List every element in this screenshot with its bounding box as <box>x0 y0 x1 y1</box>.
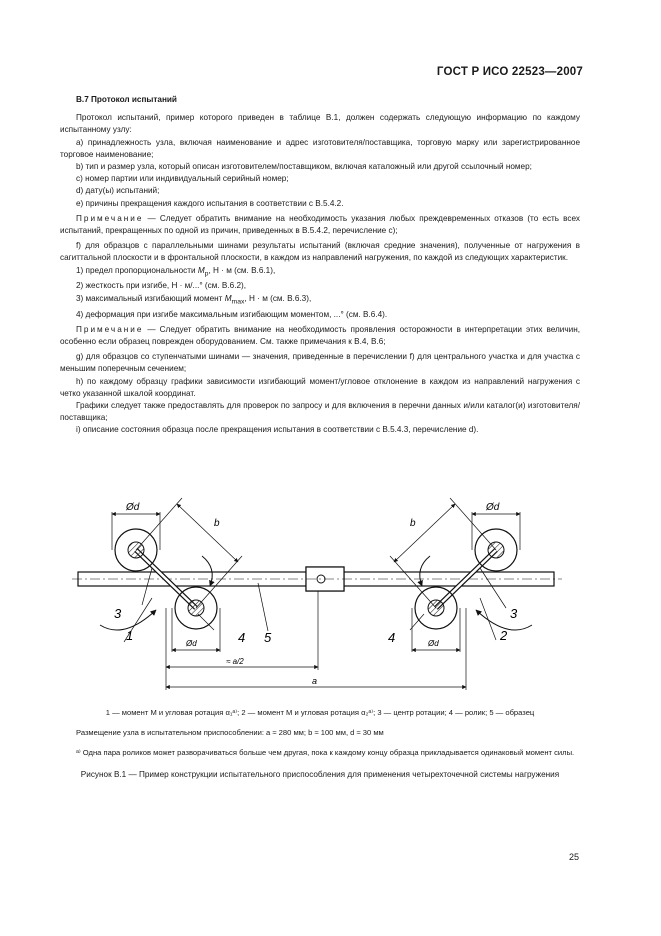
item-f2: 2) жесткость при изгибе, Н · м/...° (см. В.6.2), <box>76 281 247 291</box>
note-1-label: Примечание <box>76 213 144 223</box>
item-b: b) тип и размер узла, который описан изготовителем/поставщиком, включая каталожный или другой ссылочный номер; <box>76 162 532 172</box>
test-fixture-diagram <box>72 490 572 700</box>
section-title: В.7 Протокол испытаний <box>76 95 177 104</box>
figure-legend: 1 — момент M и угловая ротация α₁ᵃ⁾; 2 — момент M и угловая ротация α₂ᵃ⁾; 3 — центр ротации; 4 — ролик; 5 — образец <box>105 708 535 717</box>
note-2-label: Примечание <box>76 324 144 334</box>
label-d-lower-right: Ød <box>428 639 439 648</box>
item-f1-symbol: M <box>197 265 205 275</box>
note-1 <box>60 213 580 237</box>
note-2 <box>60 324 580 348</box>
item-a: а) принадлежность узла, включая наименование и адрес изготовителя/поставщика, торговую марку или зарегистрированное торговое наименование; <box>60 137 580 159</box>
item-f3-text: 3) максимальный изгибающий момент <box>76 293 225 303</box>
item-f1-unit: , Н · м (см. В.6.1), <box>208 265 276 275</box>
label-4-left: 4 <box>238 630 246 645</box>
item-f: f) для образцов с параллельными шинами результаты испытаний (включая средние значения), полученные от нагружения в сагиттальной плоскости и в фронтальной плоскости, в каждом из направлений нагружения, по каждой из следующих характеристик. <box>60 241 580 263</box>
label-b-right: b <box>410 518 416 529</box>
item-f1-subscript: p <box>204 270 209 278</box>
label-3-right: 3 <box>510 606 518 621</box>
paragraph-intro: Протокол испытаний, пример которого приведен в таблице В.1, должен содержать следующую информацию по каждому испытанному узлу: <box>60 113 580 135</box>
item-f1 <box>60 265 580 281</box>
figure-footnote: ᵃ⁾ Одна пара роликов может разворачиваться больше чем другая, пока к каждому концу образца прикладывается одинаковый момент силы. <box>76 748 575 757</box>
label-a: a <box>312 676 318 686</box>
label-5: 5 <box>264 630 272 645</box>
page-number: 25 <box>568 852 579 862</box>
label-3-left: 3 <box>114 606 122 621</box>
label-1: 1 <box>126 628 134 643</box>
item-f3-subscript: max <box>231 298 245 306</box>
label-d-lower-left: Ød <box>186 639 197 648</box>
item-e: е) причины прекращения каждого испытания в соответствии с В.5.4.2. <box>76 198 344 208</box>
figure-labels <box>114 502 518 686</box>
item-d: d) дату(ы) испытаний; <box>76 186 160 196</box>
graphs-note: Графики следует также предоставлять для проверок по запросу и для включения в перечни данных и/или каталог(и) изготовителя/поставщика; <box>60 400 580 423</box>
item-f3 <box>60 293 580 309</box>
label-d-right: Ød <box>486 502 500 513</box>
item-f3-symbol: M <box>224 293 232 303</box>
item-h: h) по каждому образцу графики зависимости изгибающий момент/угловое отклонение в каждом из направлений нагружения с четко указанной шкалой координат. <box>60 376 580 398</box>
figure-title: Рисунок В.1 — Пример конструкции испытательного приспособления для применения четырехточечной системы нагружения <box>80 770 560 779</box>
label-2: 2 <box>500 628 508 643</box>
label-d-left: Ød <box>126 502 140 513</box>
item-c: c) номер партии или индивидуальный серийный номер; <box>76 174 289 184</box>
note-1-text: — Следует обратить внимание на необходимость указания любых преждевременных отказов (то есть всех испытаний, прекращенных по одной из причин, приведенных в В.5.4.2, перечисление с); <box>60 213 580 236</box>
item-f1-text: 1) предел пропорциональности <box>76 265 198 275</box>
figure-caption-block <box>58 707 582 781</box>
item-f4: 4) деформация при изгибе максимальным изгибающим моментом, ...° (см. В.6.4). <box>76 309 388 319</box>
label-4-right: 4 <box>388 630 396 645</box>
document-header: ГОСТ Р ИСО 22523—2007 <box>436 66 583 78</box>
figure-parameters: Размещение узла в испытательном приспособлении: a ≈ 280 мм; b ≈ 100 мм, d ≈ 30 мм <box>76 728 384 737</box>
item-i: i) описание состояния образца после прекращения испытания в соответствии с В.5.4.3, перечисление d). <box>76 425 479 435</box>
note-2-text: — Следует обратить внимание на необходимость проявления осторожности в интерпретации этих величин, особенно если образец поврежден оборудованием. См. также примечания к В.4, В.6; <box>60 324 580 346</box>
label-half-a: ≈ a/2 <box>226 657 244 666</box>
item-g: g) для образцов со ступенчатыми шинами — значения, приведенные в перечислении f) для центрального участка и для участка с меньшим поперечным сечением; <box>60 352 580 374</box>
body-text <box>60 94 580 437</box>
specimen-bar <box>72 567 562 591</box>
label-b-left: b <box>214 518 220 529</box>
item-f3-unit: , Н · м (см. В.6.3), <box>244 293 312 303</box>
